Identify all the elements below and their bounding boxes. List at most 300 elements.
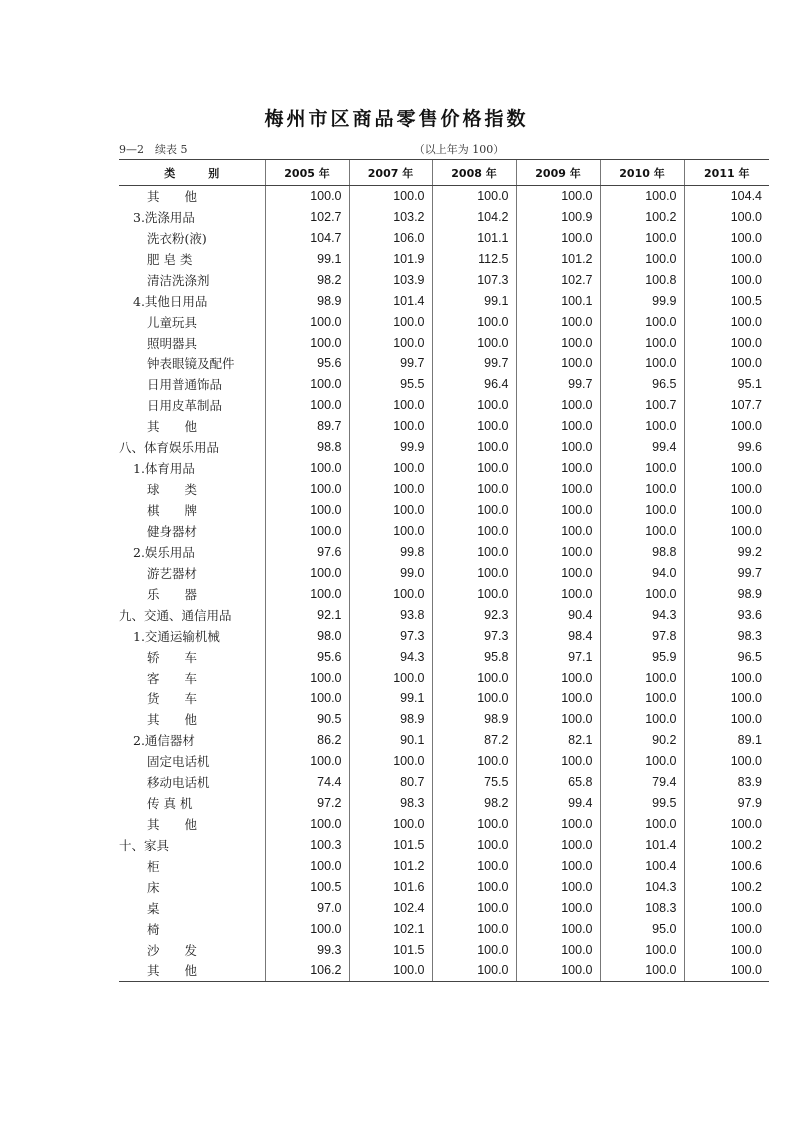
cell-value: 100.0 [684,960,769,981]
cell-value: 100.0 [600,458,684,479]
cell-value: 100.0 [684,332,769,353]
cell-value: 100.0 [432,521,516,542]
cell-value: 99.1 [349,688,432,709]
cell-value: 74.4 [265,772,349,793]
cell-value: 101.2 [349,856,432,877]
cell-value: 100.0 [516,437,600,458]
row-category-name: 游艺器材 [147,565,198,581]
cell-value: 101.9 [349,248,432,269]
cell-value: 100.0 [349,667,432,688]
unit-note: （以上年为 100） [413,143,505,156]
row-category-name: 儿童玩具 [147,314,198,330]
cell-value: 100.0 [600,814,684,835]
cell-value: 100.0 [516,688,600,709]
cell-value: 100.2 [684,835,769,856]
table-row [119,458,769,479]
cell-value: 100.0 [600,353,684,374]
cell-value: 100.0 [684,751,769,772]
cell-value: 90.5 [265,709,349,730]
cell-value: 102.1 [349,918,432,939]
cell-value: 100.0 [432,751,516,772]
cell-value: 100.0 [265,814,349,835]
row-category-name: 桌 [147,900,160,916]
cell-value: 97.3 [432,625,516,646]
cell-value: 100.0 [516,500,600,521]
cell-value: 95.1 [684,374,769,395]
table-number: 9—2 续表 5 [119,143,188,156]
cell-value: 97.6 [265,541,349,562]
cell-value: 100.0 [600,248,684,269]
cell-value: 100.0 [684,814,769,835]
cell-value: 100.0 [265,583,349,604]
table-row [119,186,769,207]
cell-value: 100.0 [600,500,684,521]
row-category-name: 球 类 [147,482,198,498]
table-row [119,479,769,500]
cell-value: 99.8 [349,541,432,562]
column-header-2009: 2009 年 [516,160,600,186]
cell-value: 100.0 [432,437,516,458]
cell-value: 100.0 [516,416,600,437]
table-row [119,332,769,353]
cell-value: 104.4 [684,186,769,207]
cell-value: 65.8 [516,772,600,793]
table-row [119,835,769,856]
cell-value: 99.7 [684,562,769,583]
table-row [119,437,769,458]
cell-value: 102.4 [349,897,432,918]
cell-value: 87.2 [432,730,516,751]
cell-value: 99.1 [432,290,516,311]
cell-value: 95.0 [600,918,684,939]
cell-value: 100.0 [684,416,769,437]
table-row [119,897,769,918]
cell-value: 100.0 [684,709,769,730]
table-row [119,814,769,835]
cell-value: 100.0 [349,814,432,835]
cell-value: 100.0 [684,227,769,248]
cell-value: 100.0 [516,583,600,604]
cell-value: 93.6 [684,604,769,625]
cell-value: 108.3 [600,897,684,918]
cell-value: 83.9 [684,772,769,793]
cell-value: 107.3 [432,269,516,290]
cell-value: 96.4 [432,374,516,395]
cell-value: 100.0 [432,311,516,332]
cell-value: 100.0 [349,186,432,207]
row-category-name: 日用普通饰品 [147,377,223,393]
cell-value: 97.1 [516,646,600,667]
table-row [119,856,769,877]
cell-value: 100.0 [349,479,432,500]
row-category-name: 移动电话机 [147,775,210,791]
cell-value: 100.0 [349,500,432,521]
cell-value: 100.0 [600,688,684,709]
cell-value: 100.0 [265,521,349,542]
row-category-name: 九、交通、通信用品 [119,607,232,623]
cell-value: 99.4 [516,793,600,814]
row-category-name: 1.体育用品 [133,461,195,477]
cell-value: 100.0 [432,814,516,835]
cell-value: 102.7 [516,269,600,290]
table-row [119,939,769,960]
column-header-2008: 2008 年 [432,160,516,186]
column-header-2010: 2010 年 [600,160,684,186]
cell-value: 112.5 [432,248,516,269]
cell-value: 100.0 [684,479,769,500]
cell-value: 100.0 [432,835,516,856]
row-category-name: 其 他 [119,960,265,981]
cell-value: 100.0 [265,374,349,395]
row-category-name: 柜 [147,858,160,874]
cell-value: 100.5 [265,876,349,897]
cell-value: 100.0 [265,688,349,709]
cell-value: 100.0 [600,479,684,500]
cell-value: 100.0 [600,521,684,542]
cell-value: 94.3 [349,646,432,667]
cell-value: 98.3 [349,793,432,814]
cell-value: 100.0 [684,939,769,960]
cell-value: 98.2 [432,793,516,814]
row-category-name: 其 他 [147,189,198,205]
row-category-name: 椅 [147,921,160,937]
cell-value: 93.8 [349,604,432,625]
cell-value: 100.0 [432,856,516,877]
cell-value: 100.0 [265,395,349,416]
table-row [119,646,769,667]
row-category-name: 十、家具 [119,838,170,854]
cell-value: 80.7 [349,772,432,793]
table-header-row [119,160,769,186]
cell-value: 100.0 [516,479,600,500]
cell-value: 100.0 [684,521,769,542]
cell-value: 90.4 [516,604,600,625]
cell-value: 100.0 [516,311,600,332]
cell-value: 100.0 [349,521,432,542]
cell-value: 97.9 [684,793,769,814]
cell-value: 99.0 [349,562,432,583]
cell-value: 100.1 [516,290,600,311]
table-row [119,541,769,562]
table-row [119,500,769,521]
cell-value: 100.0 [432,876,516,897]
cell-value: 100.0 [265,311,349,332]
cell-value: 100.0 [516,709,600,730]
cell-value: 100.0 [516,667,600,688]
cell-value: 100.0 [432,918,516,939]
cell-value: 98.8 [600,541,684,562]
row-category-name: 其 他 [147,817,198,833]
cell-value: 101.2 [516,248,600,269]
cell-value: 100.3 [265,835,349,856]
table-row [119,311,769,332]
table-row [119,206,769,227]
row-category-name: 肥 皂 类 [147,251,193,267]
cell-value: 100.0 [265,751,349,772]
cell-value: 94.0 [600,562,684,583]
cell-value: 100.8 [600,269,684,290]
cell-value: 100.0 [432,960,516,981]
cell-value: 90.2 [600,730,684,751]
cell-value: 107.7 [684,395,769,416]
cell-value: 98.2 [265,269,349,290]
cell-value: 100.0 [600,667,684,688]
cell-value: 104.7 [265,227,349,248]
cell-value: 100.0 [684,269,769,290]
table-row [119,960,769,981]
cell-value: 92.1 [265,604,349,625]
row-category-name: 清洁洗涤剂 [147,272,210,288]
table-row [119,688,769,709]
row-category-name: 乐 器 [147,586,198,602]
cell-value: 101.6 [349,876,432,897]
cell-value: 100.0 [600,227,684,248]
cell-value: 97.0 [265,897,349,918]
table-row [119,521,769,542]
cell-value: 100.0 [349,332,432,353]
cell-value: 100.0 [516,541,600,562]
cell-value: 106.2 [265,960,349,981]
cell-value: 98.0 [265,625,349,646]
table-row [119,248,769,269]
price-index-table [119,159,769,982]
cell-value: 100.0 [516,897,600,918]
cell-value: 95.5 [349,374,432,395]
cell-value: 99.6 [684,437,769,458]
cell-value: 100.2 [684,876,769,897]
table-row [119,227,769,248]
cell-value: 100.0 [265,562,349,583]
row-category-name: 轿 车 [147,649,198,665]
cell-value: 100.0 [516,458,600,479]
cell-value: 100.0 [265,856,349,877]
cell-value: 100.6 [684,856,769,877]
cell-value: 104.3 [600,876,684,897]
cell-value: 102.7 [265,206,349,227]
table-row [119,290,769,311]
cell-value: 100.0 [349,960,432,981]
cell-value: 100.0 [349,416,432,437]
cell-value: 100.0 [349,311,432,332]
cell-value: 100.0 [516,835,600,856]
cell-value: 101.4 [600,835,684,856]
table-row [119,918,769,939]
cell-value: 90.1 [349,730,432,751]
cell-value: 100.7 [600,395,684,416]
cell-value: 75.5 [432,772,516,793]
table-body [119,186,769,982]
row-category-name: 2.通信器材 [133,733,195,749]
cell-value: 100.0 [684,667,769,688]
cell-value: 100.0 [432,395,516,416]
cell-value: 97.3 [349,625,432,646]
cell-value: 98.9 [684,583,769,604]
cell-value: 100.0 [600,311,684,332]
cell-value: 100.0 [516,562,600,583]
cell-value: 100.0 [432,458,516,479]
table-row [119,709,769,730]
cell-value: 104.2 [432,206,516,227]
cell-value: 99.9 [600,290,684,311]
cell-value: 100.0 [265,667,349,688]
row-category-name: 其 他 [147,419,198,435]
cell-value: 100.0 [684,688,769,709]
cell-value: 99.7 [349,353,432,374]
cell-value: 98.9 [349,709,432,730]
cell-value: 96.5 [684,646,769,667]
cell-value: 95.8 [432,646,516,667]
table-row [119,625,769,646]
cell-value: 100.0 [684,353,769,374]
cell-value: 100.0 [516,814,600,835]
cell-value: 100.0 [265,500,349,521]
table-row [119,395,769,416]
cell-value: 92.3 [432,604,516,625]
cell-value: 106.0 [349,227,432,248]
cell-value: 100.0 [516,186,600,207]
cell-value: 100.0 [432,667,516,688]
cell-value: 100.0 [684,897,769,918]
cell-value: 101.4 [349,290,432,311]
cell-value: 100.0 [600,416,684,437]
cell-value: 100.0 [349,583,432,604]
table-row [119,562,769,583]
table-row [119,583,769,604]
cell-value: 100.0 [265,918,349,939]
cell-value: 100.0 [432,479,516,500]
cell-value: 99.3 [265,939,349,960]
column-header-2011: 2011 年 [684,160,769,186]
cell-value: 100.0 [684,311,769,332]
table-row [119,353,769,374]
cell-value: 98.3 [684,625,769,646]
row-category-name: 客 车 [147,670,198,686]
cell-value: 100.0 [432,416,516,437]
cell-value: 98.8 [265,437,349,458]
cell-value: 98.4 [516,625,600,646]
cell-value: 98.9 [432,709,516,730]
cell-value: 99.9 [349,437,432,458]
cell-value: 100.0 [600,186,684,207]
cell-value: 95.6 [265,646,349,667]
row-category-name: 传 真 机 [147,796,193,812]
cell-value: 101.5 [349,835,432,856]
cell-value: 95.9 [600,646,684,667]
row-category-name: 洗衣粉(液) [147,230,207,246]
page-title: 梅州市区商品零售价格指数 [264,108,529,130]
table-row [119,667,769,688]
cell-value: 100.0 [516,353,600,374]
cell-value: 100.0 [516,395,600,416]
cell-value: 100.0 [432,897,516,918]
cell-value: 100.9 [516,206,600,227]
row-category-name: 八、体育娱乐用品 [119,440,220,456]
table-row [119,416,769,437]
column-header-category: 类 别 [119,160,265,186]
row-category-name: 3.洗涤用品 [133,209,195,225]
cell-value: 103.9 [349,269,432,290]
cell-value: 100.0 [432,332,516,353]
cell-value: 95.6 [265,353,349,374]
column-header-2005: 2005 年 [265,160,349,186]
cell-value: 99.4 [600,437,684,458]
column-header-2007: 2007 年 [349,160,432,186]
cell-value: 100.0 [684,500,769,521]
cell-value: 99.5 [600,793,684,814]
cell-value: 100.0 [516,939,600,960]
cell-value: 100.0 [516,876,600,897]
cell-value: 100.0 [600,960,684,981]
table-row [119,374,769,395]
cell-value: 100.4 [600,856,684,877]
cell-value: 89.7 [265,416,349,437]
row-category-name: 2.娱乐用品 [133,544,195,560]
cell-value: 100.0 [265,186,349,207]
cell-value: 100.0 [432,939,516,960]
cell-value: 100.0 [600,751,684,772]
row-category-name: 日用皮革制品 [147,398,223,414]
table-row [119,876,769,897]
row-category-name: 4.其他日用品 [133,293,208,309]
cell-value: 100.0 [432,500,516,521]
row-category-name: 照明器具 [147,335,198,351]
table-row [119,604,769,625]
cell-value: 100.0 [349,395,432,416]
cell-value: 100.0 [516,332,600,353]
cell-value: 103.2 [349,206,432,227]
cell-value: 100.0 [265,332,349,353]
cell-value: 100.0 [516,227,600,248]
cell-value: 101.5 [349,939,432,960]
cell-value: 97.2 [265,793,349,814]
cell-value: 100.0 [600,939,684,960]
row-category-name: 钟表眼镜及配件 [147,356,235,372]
cell-value: 100.0 [516,918,600,939]
row-category-name: 货 车 [147,691,198,707]
row-category-name: 健身器材 [147,523,198,539]
cell-value: 100.0 [684,206,769,227]
row-category-name: 1.交通运输机械 [133,628,220,644]
cell-value: 100.0 [684,458,769,479]
cell-value: 94.3 [600,604,684,625]
cell-value: 100.0 [600,332,684,353]
cell-value: 100.0 [265,458,349,479]
cell-value: 99.2 [684,541,769,562]
row-category-name: 沙 发 [147,942,198,958]
cell-value: 100.0 [600,709,684,730]
row-category-name: 床 [147,879,160,895]
cell-value: 100.0 [432,688,516,709]
cell-value: 100.0 [600,583,684,604]
cell-value: 100.0 [349,751,432,772]
cell-value: 98.9 [265,290,349,311]
row-category-name: 棋 牌 [147,503,198,519]
cell-value: 100.0 [516,751,600,772]
cell-value: 100.0 [516,960,600,981]
cell-value: 97.8 [600,625,684,646]
cell-value: 100.0 [516,856,600,877]
table-row [119,751,769,772]
cell-value: 100.0 [432,186,516,207]
cell-value: 99.7 [432,353,516,374]
cell-value: 100.0 [349,458,432,479]
row-category-name: 其 他 [147,712,198,728]
cell-value: 100.0 [684,248,769,269]
table-row [119,772,769,793]
cell-value: 100.0 [265,479,349,500]
cell-value: 100.0 [684,918,769,939]
cell-value: 100.5 [684,290,769,311]
